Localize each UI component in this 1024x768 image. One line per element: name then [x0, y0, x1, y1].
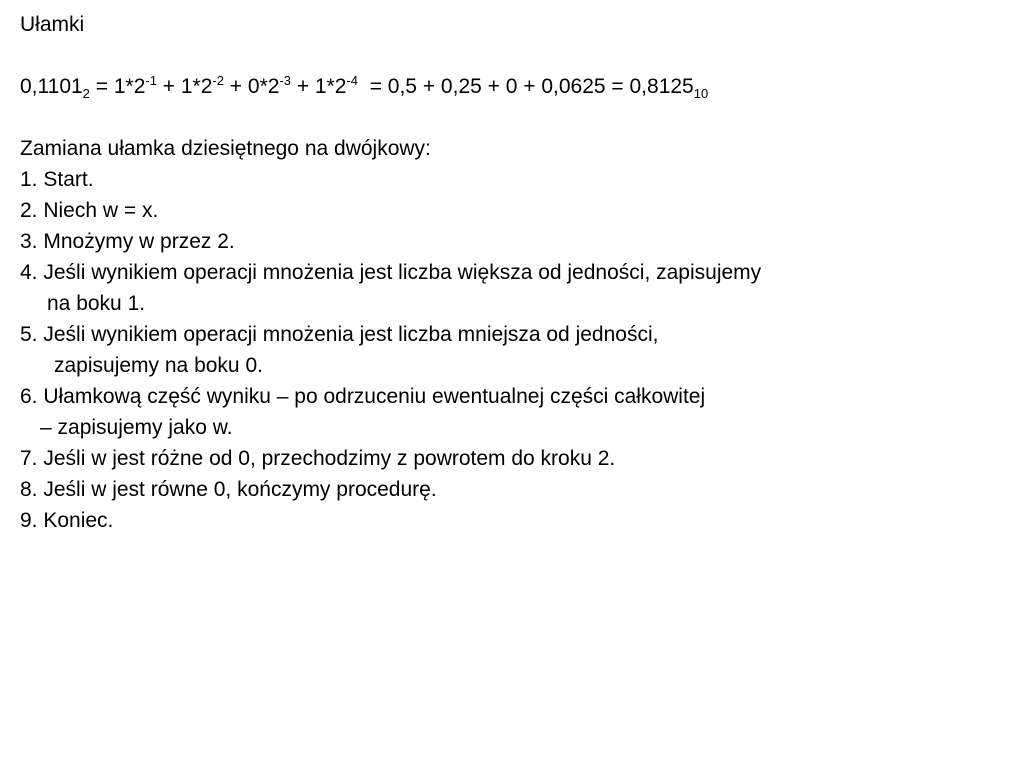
formula-rhs-base: 10: [693, 86, 709, 101]
conversion-formula: [20, 71, 1010, 102]
formula-rhs: = 0,5 + 0,25 + 0 + 0,0625 = 0,8125: [358, 75, 694, 98]
formula-term: = 1*2: [89, 75, 146, 98]
algorithm-step: 4. Jeśli wynikiem operacji mnożenia jest liczba większa od jedności, zapisujemy: [20, 261, 762, 284]
spacer: [20, 40, 1010, 71]
algorithm-step: 7. Jeśli w jest różne od 0, przechodzimy z powrotem do kroku 2.: [20, 447, 616, 470]
algorithm-heading: Zamiana ułamka dziesiętnego na dwójkowy:: [20, 137, 431, 160]
algorithm-step-continuation: na boku 1.: [47, 292, 146, 315]
formula-term: + 0*2: [223, 75, 280, 98]
algorithm-step-continuation: – zapisujemy jako w.: [40, 416, 233, 439]
formula-lhs-number: 0,1101: [20, 75, 83, 98]
formula-lhs-base: 2: [82, 86, 90, 101]
algorithm-step: 8. Jeśli w jest równe 0, kończymy procedurę.: [20, 478, 437, 501]
algorithm-step: 5. Jeśli wynikiem operacji mnożenia jest liczba mniejsza od jedności,: [20, 323, 659, 346]
algorithm-step: 3. Mnożymy w przez 2.: [20, 230, 235, 253]
formula-term-exponent: -3: [279, 73, 291, 88]
formula-term: + 1*2: [156, 75, 213, 98]
spacer: [20, 102, 1010, 133]
formula-term-exponent: -1: [145, 73, 157, 88]
formula-term: + 1*2: [291, 75, 347, 98]
algorithm-step: 1. Start.: [20, 168, 94, 191]
algorithm-step: 9. Koniec.: [20, 509, 114, 532]
formula-term-exponent: -2: [212, 73, 224, 88]
slide-title: Ułamki: [20, 13, 85, 36]
slide-content: [20, 9, 1010, 536]
algorithm-step-continuation: zapisujemy na boku 0.: [54, 354, 263, 377]
algorithm-step: 6. Ułamkową część wyniku – po odrzuceniu ewentualnej części całkowitej: [20, 385, 706, 408]
algorithm-step: 2. Niech w = x.: [20, 199, 159, 222]
formula-term-exponent: -4: [346, 73, 359, 88]
